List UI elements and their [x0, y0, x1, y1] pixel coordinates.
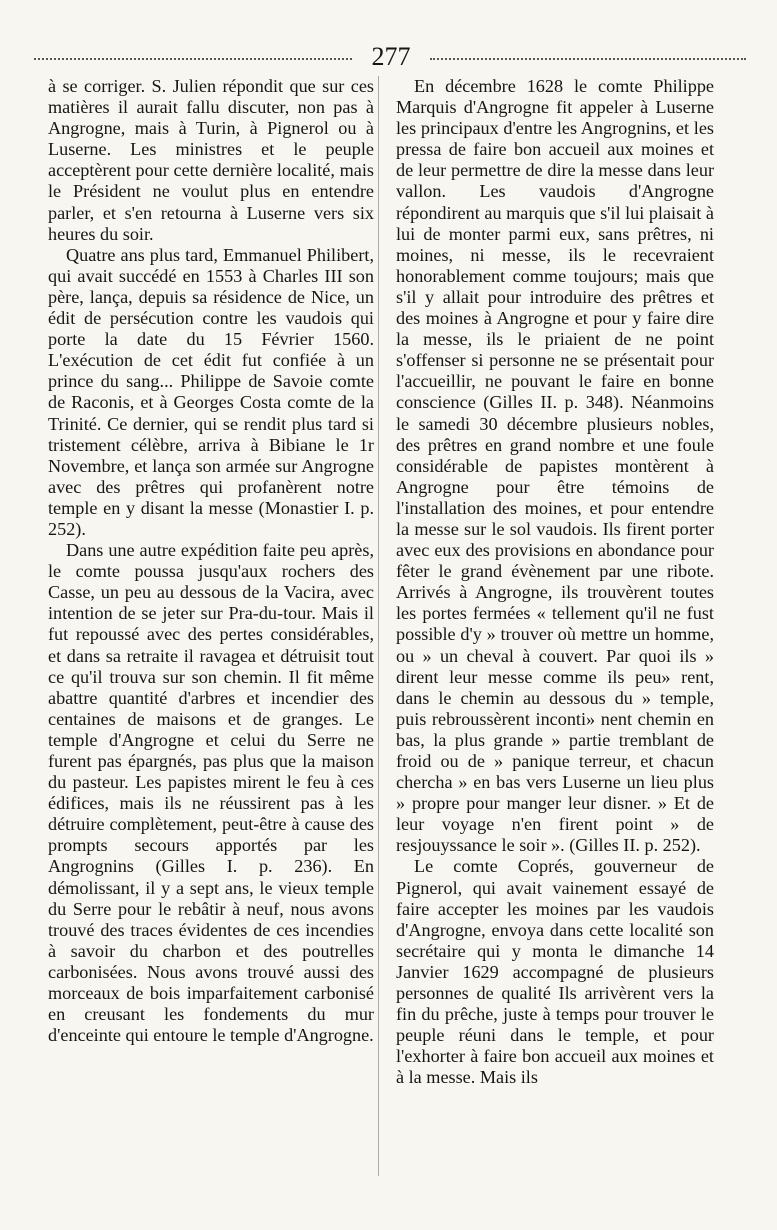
column-divider [378, 76, 379, 1176]
left-column [48, 76, 374, 1046]
paragraph: En décembre 1628 le comte Philippe Marquis d'Angrogne fit appeler à Luserne les principaux d'entre les Angrognins, et les pressa de faire bon accueil aux moines et de leur permettre de dire la messe dans leur vallon. Les vaudois d'Angrogne répondirent au marquis que s'il lui plaisait à lui de monter parmi eux, sans prêtres, ni moines, ni messe, ils le recevraient honorablement comme toujours; mais que s'il y allait pour introduire des prêtres et des moines à Angrogne et pour y faire dire la messe, ils le priaient de ne point s'offenser si personne ne se présentait pour l'accueillir, ne pouvant le faire en bonne conscience (Gilles II. p. 348). Néanmoins le samedi 30 décembre plusieurs nobles, des prêtres en grand nombre et une foule considérable de papistes montèrent à Angrogne pour être témoins de l'installation des moines, et pour entendre la messe sur le sol vaudois. Ils firent porter avec eux des provisions en abondance pour fêter le grand évènement par une ribote. Arrivés à Angrogne, ils trouvèrent toutes les portes fermées « tellement qu'il ne fust possible d'y » trouver où mettre un homme, ou » un cheval à couvert. Par quoi ils » dirent leur messe comme ils peu» rent, dans le chemin au dessous du » temple, puis rebroussèrent inconti» nent chemin en bas, la plus grande » partie tremblant de froid ou de » panique terreur, et chacun chercha » en bas vers Luserne un lieu plus » propre pour manger leur disner. » Et de leur voyage n'en firent point » de resjouyssance le soir ». (Gilles II. p. 252). [396, 76, 714, 856]
paragraph: Dans une autre expédition faite peu après, le comte poussa jusqu'aux rochers des Casse, un peu au dessous de la Vacira, avec intention de se jeter sur Pra-du-tour. Mais il fut repoussé avec des pertes considérables, et dans sa retraite il ravagea et détruisit tout ce qu'il trouva sur son chemin. Il fit même abattre quantité d'arbres et incendier des centaines de maisons et de granges. Le temple d'Angrogne et celui du Serre ne furent pas épargnés, pas plus que la maison du pasteur. Les papistes mirent le feu à ces édifices, mais ils ne réussirent pas à les détruire complètement, peut-être à cause des prompts secours apportés par les Angrognins (Gilles I. p. 236). En démolissant, il y a sept ans, le vieux temple du Serre pour le rebâtir à neuf, nous avons trouvé des traces évidentes de ces incendies à savoir du charbon et des poutrelles carbonisées. Nous avons trouvé aussi des morceaux de bois imparfaitement carbonisé en creusant les fondements du mur d'enceinte qui entoure le temple d'Angrogne. [48, 540, 374, 1046]
header-rule-right [430, 58, 746, 60]
right-column [396, 76, 714, 1089]
paragraph: Quatre ans plus tard, Emmanuel Philibert, qui avait succédé en 1553 à Charles III son père, lança, depuis sa résidence de Nice, un édit de persécution contre les vaudois qui porte la date du 15 Février 1560. L'exécution de cet édit fut confiée à un prince du sang... Philippe de Savoie comte de Raconis, et à Georges Costa comte de la Trinité. Ce dernier, qui se rendit plus tard si tristement célèbre, arriva à Bibiane le 1r Novembre, et lança son armée sur Angrogne avec des prêtres qui profanèrent notre temple en y disant la messe (Monastier I. p. 252). [48, 244, 374, 539]
paragraph: Le comte Coprés, gouverneur de Pignerol, qui avait vainement essayé de faire accepter les moines par les vaudois d'Angrogne, envoya dans cette localité son secrétaire qui y monta le dimanche 14 Janvier 1629 accompagné de plusieurs personnes de qualité Ils arrivèrent vers la fin du prêche, juste à temps pour trouver le peuple réuni dans le temple, et pour l'exhorter à faire bon accueil aux moines et à la messe. Mais ils [396, 856, 714, 1088]
paragraph: à se corriger. S. Julien répondit que sur ces matières il aurait fallu discuter, non pas à Angrogne, mais à Turin, à Pignerol ou à Luserne. Les ministres et le peuple acceptèrent pour cette dernière localité, mais le Président ne voulut plus en entendre parler, et s'en retourna à Luserne vers six heures du soir. [48, 76, 374, 244]
header-rule-left [34, 58, 352, 60]
page-number: 277 [371, 42, 411, 71]
page-header [34, 40, 746, 76]
